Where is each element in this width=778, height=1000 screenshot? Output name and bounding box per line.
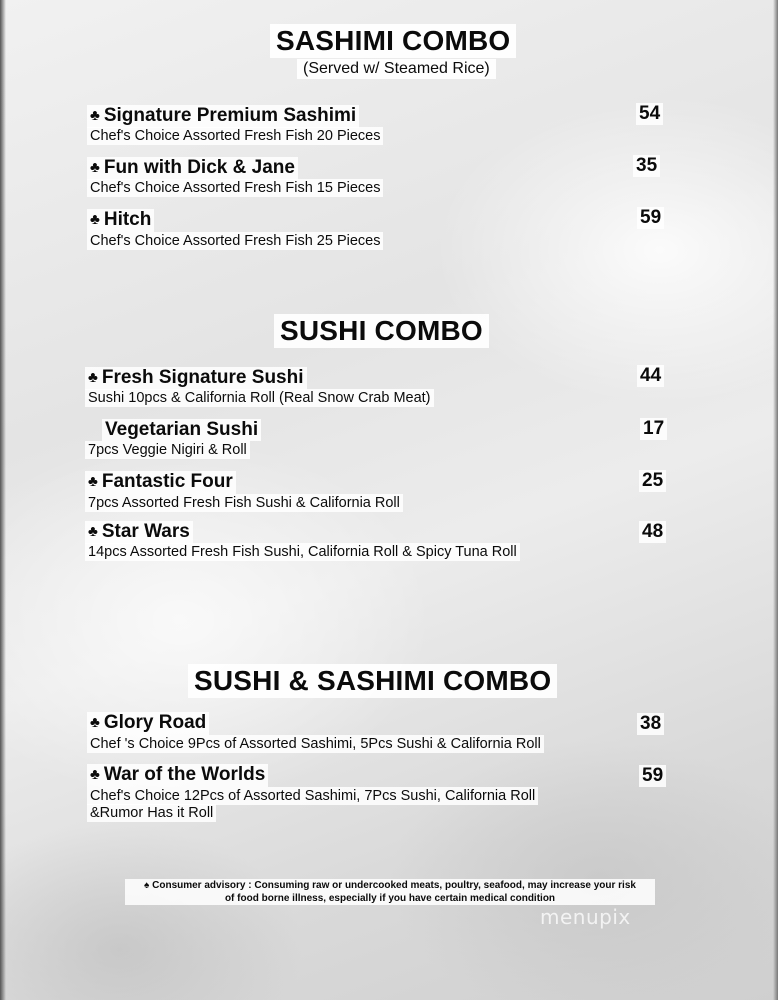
menu-item-description: Chef's Choice 12Pcs of Assorted Sashimi, 7Pcs Sushi, California Roll: [87, 787, 538, 805]
section-subtitle-sashimi-combo: (Served w/ Steamed Rice): [297, 59, 496, 79]
menu-item-price: 44: [637, 365, 664, 387]
item-name-text: Glory Road: [103, 712, 207, 733]
item-name-text: Star Wars: [101, 521, 190, 542]
menu-item-name: [102, 419, 261, 441]
item-name-text: Fantastic Four: [101, 471, 233, 492]
advisory-text-1: Consumer advisory : Consuming raw or undercooked meats, poultry, seafood, may increase your risk: [152, 880, 636, 891]
item-name-text: Fun with Dick & Jane: [103, 157, 295, 178]
menu-item-description: 14pcs Assorted Fresh Fish Sushi, California Roll & Spicy Tuna Roll: [85, 543, 520, 561]
menu-item-name: [87, 105, 359, 128]
club-icon: ♣: [90, 159, 100, 176]
menu-item-name: [87, 764, 268, 787]
club-icon: ♣: [88, 369, 98, 386]
menu-item-description: Chef's Choice Assorted Fresh Fish 25 Pieces: [87, 232, 383, 250]
menu-item-price: 38: [637, 713, 664, 735]
menu-item-price: 25: [639, 470, 666, 492]
menu-item-description: Chef 's Choice 9Pcs of Assorted Sashimi, 5Pcs Sushi & California Roll: [87, 735, 544, 753]
item-name-text: Vegetarian Sushi: [105, 419, 259, 440]
menu-item-price: 54: [636, 103, 663, 125]
section-title-sashimi-combo: SASHIMI COMBO: [270, 24, 516, 58]
menu-item-price: 59: [637, 207, 664, 229]
menu-item-name: [85, 367, 307, 390]
menu-item-price: 17: [640, 418, 667, 440]
menu-item-description: Chef's Choice Assorted Fresh Fish 15 Pieces: [87, 179, 383, 197]
menu-item-name: [87, 209, 154, 232]
advisory-line-2: of food borne illness, especially if you have certain medical condition: [224, 893, 556, 904]
advisory-line-1: [125, 879, 655, 892]
menu-item-price: 59: [639, 765, 666, 787]
menu-item-description: 7pcs Assorted Fresh Fish Sushi & California Roll: [85, 494, 403, 512]
watermark: menupix: [540, 905, 631, 929]
menu-item-description: Sushi 10pcs & California Roll (Real Snow Crab Meat): [85, 389, 434, 407]
page-edge-right: [773, 0, 778, 1000]
menu-item-name: [85, 521, 193, 544]
menu-item-name: [85, 471, 236, 494]
club-icon: ♣: [90, 107, 100, 124]
menu-item-name: [87, 712, 209, 735]
club-icon: ♣: [88, 523, 98, 540]
page-edge-left: [0, 0, 6, 1000]
menu-item-description-continued: &Rumor Has it Roll: [87, 804, 216, 822]
menu-item-price: 48: [639, 521, 666, 543]
item-name-text: War of the Worlds: [103, 764, 266, 785]
consumer-advisory: [125, 879, 655, 905]
spade-icon: ♠: [144, 880, 150, 891]
section-title-sushi-combo: SUSHI COMBO: [274, 314, 489, 348]
club-icon: ♣: [90, 211, 100, 228]
club-icon: ♣: [88, 473, 98, 490]
section-title-sushi-sashimi-combo: SUSHI & SASHIMI COMBO: [188, 664, 557, 698]
club-icon: ♣: [90, 714, 100, 731]
club-icon: ♣: [90, 766, 100, 783]
menu-item-description: Chef's Choice Assorted Fresh Fish 20 Pieces: [87, 127, 383, 145]
item-name-text: Signature Premium Sashimi: [103, 105, 357, 126]
menu-item-name: [87, 157, 298, 180]
item-name-text: Fresh Signature Sushi: [101, 367, 304, 388]
menu-item-description: 7pcs Veggie Nigiri & Roll: [85, 441, 250, 459]
item-name-text: Hitch: [103, 209, 152, 230]
menu-item-price: 35: [633, 155, 660, 177]
